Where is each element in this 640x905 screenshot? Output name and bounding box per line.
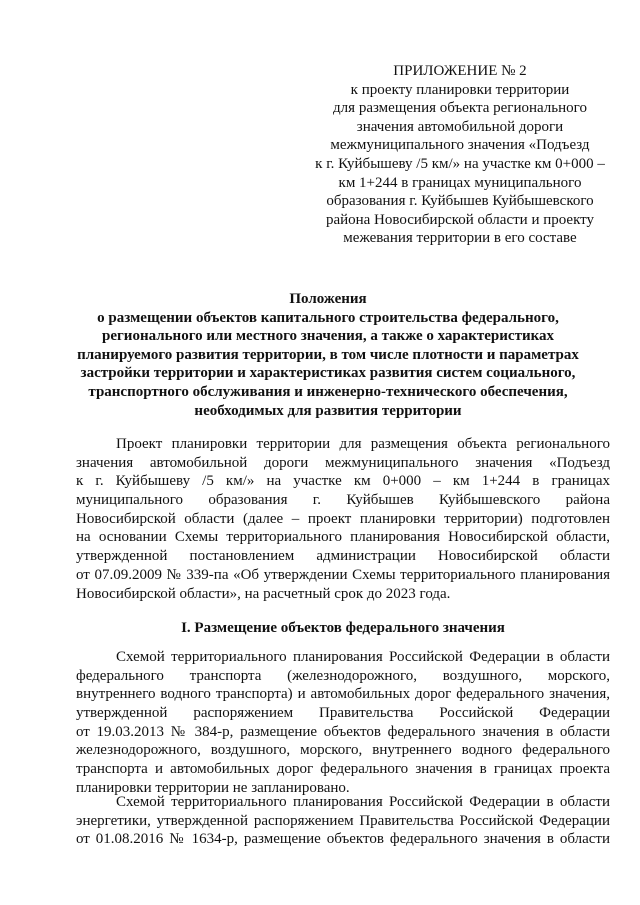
appendix-line: образования г. Куйбышев Куйбышевского — [326, 193, 594, 210]
paragraph-line: внутреннего водного транспорта) и автомобильных дорог федерального значения, — [76, 686, 610, 703]
title-line: застройки территории и характеристиках развития систем социального, — [80, 365, 576, 382]
title-line: планируемого развития территории, в том числе плотности и параметрах — [77, 346, 579, 363]
appendix-line: ПРИЛОЖЕНИЕ № 2 — [393, 63, 527, 79]
paragraph-line: утвержденной распоряжением Правительства Российской Федерации — [76, 705, 610, 722]
title-line: регионального или местного значения, а также о характеристиках — [101, 328, 555, 345]
appendix-line: межмуниципального значения «Подъезд — [330, 137, 590, 154]
paragraph-line: утвержденной постановлением администрации Новосибирской области — [76, 548, 610, 565]
appendix-line: межевания территории в его составе — [343, 230, 577, 247]
section-paragraph — [76, 648, 610, 798]
appendix-header — [300, 62, 620, 248]
paragraph-line: на основании Схемы территориального планирования Новосибирской области, — [76, 529, 610, 546]
appendix-line: значения автомобильной дороги — [356, 118, 564, 135]
paragraph-line: к г. Куйбышеву /5 км/» на участке км 0+000 – км 1+244 в границах — [76, 473, 610, 490]
intro-paragraph — [76, 435, 610, 603]
document-title — [68, 290, 588, 420]
title-line: Положения — [289, 291, 367, 307]
title-line: о размещении объектов капитального строительства федерального, — [97, 309, 559, 326]
appendix-line: района Новосибирской области и проекту — [325, 211, 595, 228]
paragraph-line: Новосибирской области (далее – проект планировки территории) подготовлен — [76, 510, 610, 527]
title-line: необходимых для развития территории — [194, 402, 462, 419]
paragraph-line: от 07.09.2009 № 339-па «Об утверждении Схемы территориального планирования — [76, 566, 610, 583]
appendix-line: к проекту планировки территории — [350, 81, 570, 98]
paragraph-line: Схемой территориального планирования Российской Федерации в области — [116, 794, 610, 810]
paragraph-line: Новосибирской области», на расчетный срок до 2023 года. — [76, 585, 451, 602]
paragraph-line: Схемой территориального планирования Российской Федерации в области — [116, 649, 610, 665]
section-paragraph — [76, 793, 610, 849]
paragraph-line: железнодорожного, воздушного, морского, внутреннего водного федерального — [76, 742, 610, 759]
paragraph-line: от 01.08.2016 № 1634-р, размещение объектов федерального значения в области — [76, 831, 610, 848]
title-line: транспортного обслуживания и инженерно-технического обеспечения, — [88, 383, 568, 400]
paragraph-line: Проект планировки территории для размещения объекта регионального — [116, 436, 610, 452]
paragraph-line: муниципального образования г. Куйбышев Куйбышевского района — [76, 492, 610, 509]
appendix-line: к г. Куйбышеву /5 км/» на участке км 0+000 – — [315, 155, 605, 172]
paragraph-line: от 19.03.2013 № 384-р, размещение объектов федерального значения в области — [76, 723, 610, 740]
appendix-line: км 1+244 в границах муниципального — [338, 174, 582, 191]
appendix-line: для размещения объекта регионального — [333, 100, 587, 117]
section-heading: I. Размещение объектов федерального значения — [181, 620, 505, 636]
paragraph-line: планировки территории не запланировано. — [76, 779, 350, 796]
paragraph-line: энергетики, утвержденной распоряжением Правительства Российской Федерации — [76, 812, 610, 829]
paragraph-line: транспорта и автомобильных дорог федерального значения в границах проекта — [76, 761, 610, 778]
paragraph-line: федерального транспорта (железнодорожного, воздушного, морского, — [76, 667, 610, 684]
paragraph-line: значения автомобильной дороги межмуниципального значения «Подъезд — [76, 454, 610, 471]
